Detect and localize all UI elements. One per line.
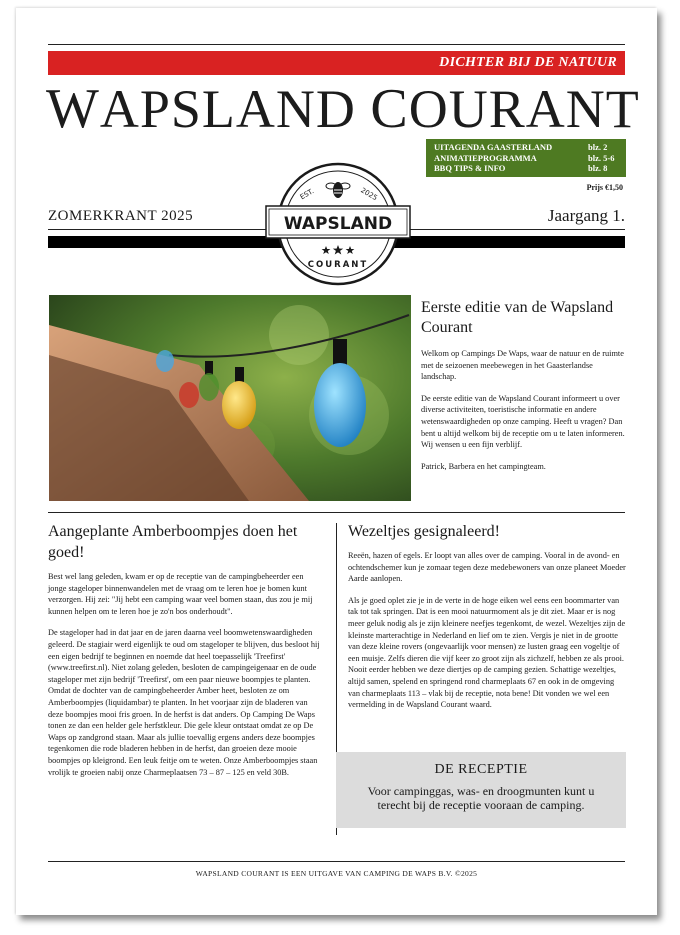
toc-item-label: ANIMATIEPROGRAMMA [434,152,537,163]
intro-paragraph: De eerste editie van de Wapsland Courant informeert u over diverse activiteiten, toeristische informatie en andere wetenswaardigheden op onze camping. Heeft u vragen? Dan bent u altijd welkom bij de receptie om u te laten informeren. Wij wensen u een fijn verblijf. [421,393,625,450]
toc-item-label: BBQ TIPS & INFO [434,163,506,173]
logo-name: WAPSLAND [283,214,393,234]
toc-item-page: blz. 8 [588,163,608,173]
footer-text: WAPSLAND COURANT IS EEN UITGAVE VAN CAMPING DE WAPS B.V. ©2025 [195,869,478,878]
edition-label: ZOMERKRANT 2025 [48,208,194,224]
toc-item-page: blz. 5-6 [588,152,615,163]
article-paragraph: De stageloper had in dat jaar en de jaren daarna veel boomwetenswaardigheden geleerd. De stagiair werd eigenlijk te oud om stageloper te blijven, dus besloot hij een eigen bedrijf te beginnen en noemde dat heel toepasselijk 'Treefirst' (www.treefirst.nl). Niet zolang geleden, besloten de campingeigenaar en de oude stageloper met zijn bedrijf 'Treefirst', om een paar nieuwe boompjes te planten. Omdat de dochter van de campingbeheerder Amber heet, besloten ze om Amberboompjes (liquidambar) te planten. In het voorjaar zijn de bladeren van deze boompjes mooi fris groen. In de herfst is dat anders. Op Camping De Waps tonen ze dan een helder gele herfstkleur. Die gele kleur ontstaat omdat ze op De Waps op zandgrond staan. Maar als jullie toevallig ergens anders deze boompjes tegenkomen die rode bladeren hebben in de herfst, dan groeien deze mooie boompjes op kleigrond. Een leuk feitje om te weten. Onze Amberboompjes staan vrolijk te groeien nabij onze Charmeplaatsen 73 – 87 – 125 en veld 30B. [48,628,320,777]
articles-rule [48,512,625,513]
toc-item-label: UITAGENDA GAASTERLAND [434,142,553,152]
volume-label: Jaargang 1. [547,206,625,225]
masthead-word-1: APSLAND [99,79,371,139]
footer-rule [48,861,625,862]
intro-title: Eerste editie van de Wapsland Courant [421,299,614,336]
article-paragraph: Reeën, hazen of egels. Er loopt van alles over de camping. Vooral in de avond- en ochtendschemer kun je zomaar tegen deze medebewoners van onze planeet Moeder Aarde aanlopen. [348,551,626,584]
tagline-banner: DICHTER BIJ DE NATUUR [48,51,625,75]
article-amberboompjes [48,521,320,788]
wapsland-logo [260,160,416,288]
logo-sub: COURANT [307,260,369,270]
price-label: Prijs €1,50 [586,183,623,192]
top-rule [48,44,625,45]
masthead-word-2: OURANT [408,79,640,139]
toc-item[interactable] [434,142,618,153]
receptie-box [336,752,626,828]
receptie-title: DE RECEPTIE [434,762,528,777]
article-title: Aangeplante Amberboompjes doen het goed! [48,523,298,561]
newspaper-page [16,8,657,915]
logo-year: 2025 [359,186,379,203]
receptie-text: Voor campinggas, was- en droogmunten kunt u terecht bij de receptie vooraan de camping. [367,784,595,812]
masthead-title [46,78,640,140]
photo-string-lights [49,295,411,501]
table-of-contents [426,139,626,177]
article-paragraph: Best wel lang geleden, kwam er op de receptie van de campingbeheerder een jonge stageloper binnenwandelen met de vraag om te leren hoe je bomen kunt verzorgen. Hij zei: "Jij hebt een camping waar veel bomen staan, dus zou je mij kunnen helpen om te leren hoe je zo'n bos onderhoudt". [48,572,313,616]
logo-est: EST. [298,187,316,202]
toc-item[interactable] [434,163,618,174]
article-wezeltjes [348,521,626,721]
article-title: Wezeltjes gesignaleerd! [348,523,500,540]
intro-article [421,298,626,482]
intro-signature: Patrick, Barbera en het campingteam. [421,461,546,471]
masthead-initial-c: C [370,78,409,140]
article-paragraph: Als je goed oplet zie je in de verte in de hoge eiken wel eens een boommarter van tak tot tak springen. Dat is een mooi natuurmoment als je dit ziet. Maar er is nog meer geluk nodig als je zijn kleinere neefjes tegenkomt, de wezel. Wezeltjes zijn de kleinste marterachtige in Nederland en lief om te zien. Vergis je niet in de grootte van deze kleine rovers (ongevaarlijk voor mensen) ze lusten graag een vogeltje of een muisje. Zelfs dieren die vijf keer zo groot zijn als zichzelf, hebben ze als prooi. Nooit eerder hebben we deze diertjes op de camping gezien. Schattige wezeltjes, altijd samen, spelend en springend rond charmeplaats 67 en ook in de omgeving van charmeplaats 113 – vlak bij de receptie, nota bene! Dit vonden we wel een vermelding in de Wapsland Courant waard. [348,595,626,710]
masthead-initial-w: W [46,78,100,140]
toc-item[interactable] [434,153,618,164]
toc-item-page: blz. 2 [588,142,608,152]
intro-paragraph: Welkom op Campings De Waps, waar de natuur en de ruimte met de seizoenen meebewegen in het Gaasterlandse landschap. [421,349,624,382]
